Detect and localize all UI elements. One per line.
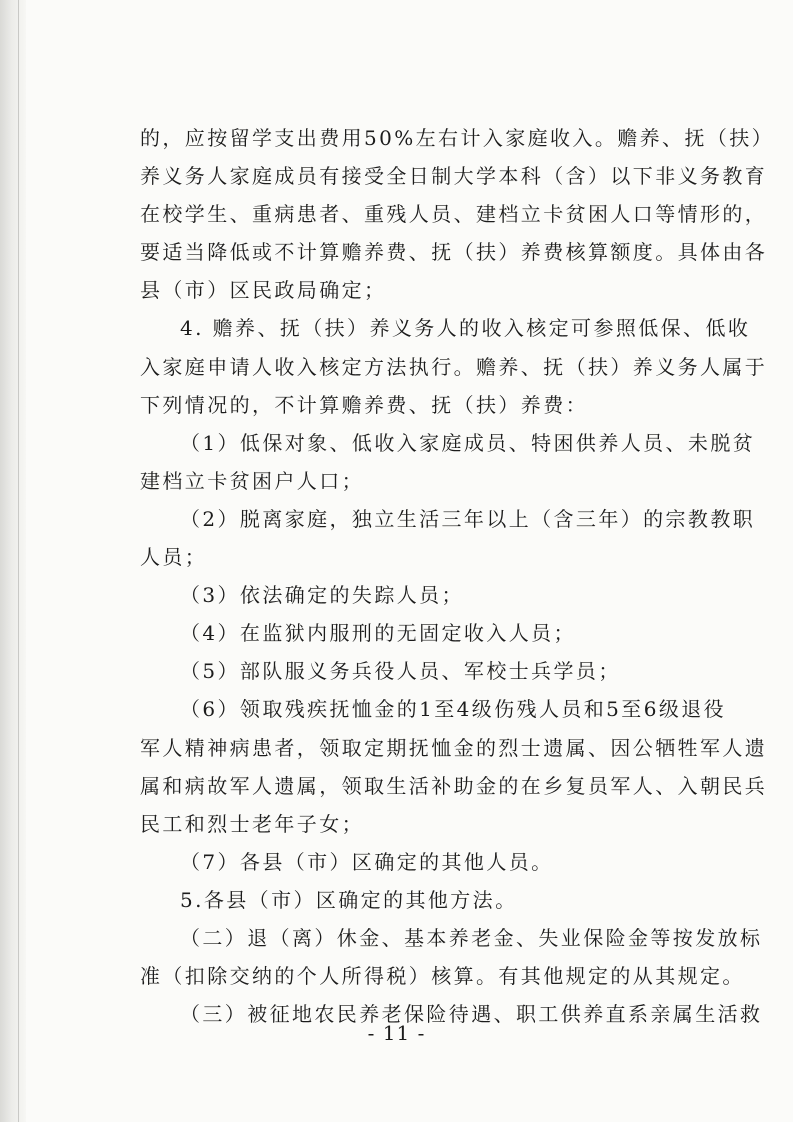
text-line: （7）各县（市）区确定的其他人员。 (180, 849, 554, 874)
text-line: 4. 赡养、抚（扶）养义务人的收入核定可参照低保、低收 (180, 316, 751, 341)
text-line: 养义务人家庭成员有接受全日制大学本科（含）以下非义务教育 (140, 164, 768, 189)
text-line: 县（市）区民政局确定； (140, 278, 387, 303)
text-line: （二）退（离）休金、基本养老金、失业保险金等按发放标 (180, 925, 763, 950)
text-line: 准（扣除交纳的个人所得税）核算。有其他规定的从其规定。 (140, 964, 745, 989)
document-body (140, 119, 775, 1033)
text-line: 军人精神病患者，领取定期抚恤金的烈士遗属、因公牺牲军人遗 (140, 735, 768, 760)
text-line: （6）领取残疾抚恤金的1至4级伤残人员和5至6级退役 (180, 697, 727, 722)
text-line: （1）低保对象、低收入家庭成员、特困供养人员、未脱贫 (180, 430, 756, 455)
text-line: 属和病故军人遗属，领取生活补助金的在乡复员军人、入朝民兵 (140, 773, 768, 798)
scan-binding-shadow (0, 0, 26, 1122)
text-line: 5.各县（市）区确定的其他方法。 (180, 887, 518, 912)
page-number: - 11 - (367, 1021, 426, 1045)
text-line: 民工和烈士老年子女； (140, 811, 364, 836)
text-line: （三）被征地农民养老保险待遇、职工供养直系亲属生活救 (180, 1002, 763, 1027)
text-line: 要适当降低或不计算赡养费、抚（扶）养费核算额度。具体由各 (140, 240, 768, 265)
text-line: 建档立卡贫困户人口； (140, 468, 364, 493)
text-line: （4）在监狱内服刑的无固定收入人员； (180, 621, 576, 646)
text-line: 在校学生、重病患者、重残人员、建档立卡贫困人口等情形的， (140, 202, 768, 227)
text-line: （5）部队服义务兵役人员、军校士兵学员； (180, 659, 621, 684)
text-line: 入家庭申请人收入核定方法执行。赡养、抚（扶）养义务人属于 (140, 354, 768, 379)
scan-binding-line (18, 0, 19, 1122)
text-line: （3）依法确定的失踪人员； (180, 583, 464, 608)
text-line: （2）脱离家庭，独立生活三年以上（含三年）的宗教教职 (180, 506, 756, 531)
text-line: 人员； (140, 545, 208, 570)
text-line: 下列情况的，不计算赡养费、抚（扶）养费： (140, 392, 588, 417)
text-line: 的，应按留学支出费用50%左右计入家庭收入。赡养、抚（扶） (140, 126, 775, 150)
